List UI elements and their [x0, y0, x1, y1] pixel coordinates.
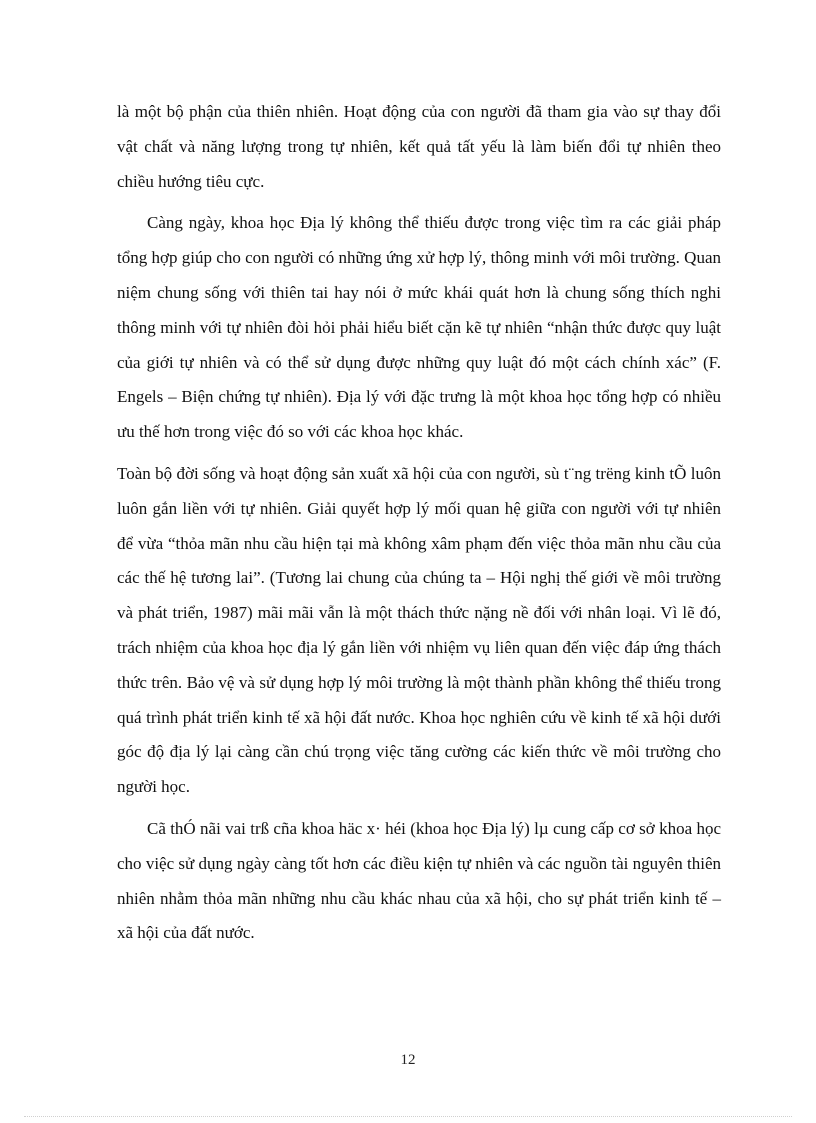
paragraph-human-nature-relation: Toàn bộ đời sống và hoạt động sản xuất xã hội của con người, sù t¨ng trëng kinh tÕ luôn luôn gắn liền với tự nhiên. Giải quyết hợp lý mối quan hệ giữa con người với tự nhiên để vừa “thỏa mãn nhu cầu hiện tại mà không xâm phạm đến việc thỏa mãn nhu cầu của các thế hệ tương lai”. (Tương lai chung của chúng ta – Hội nghị thế giới về môi trường và phát triển, 1987) mãi mãi vẫn là một thách thức nặng nề đối với nhân loại. Vì lẽ đó, trách nhiệm của khoa học địa lý gắn liền với nhiệm vụ liên quan đến việc đáp ứng thách thức trên. Bảo vệ và sử dụng hợp lý môi trường là một thành phần không thể thiếu trong quá trình phát triển kinh tế xã hội đất nước. Khoa học nghiên cứu về kinh tế xã hội dưới góc độ địa lý lại càng cần chú trọng việc tăng cường các kiến thức về môi trường cho người học.	[117, 463, 721, 797]
paragraph-geography-role: Càng ngày, khoa học Địa lý không thể thiếu được trong việc tìm ra các giải pháp tổng hợp giúp cho con người có những ứng xử hợp lý, thông minh với môi trường. Quan niệm chung sống với thiên tai hay nói ở mức khái quát hơn là chung sống thích nghi thông minh với tự nhiên đòi hỏi phải hiểu biết cặn kẽ tự nhiên “nhận thức được quy luật của giới tự nhiên và có thể sử dụng được những quy luật đó một cách chính xác” (F. Engels – Biện chứng tự nhiên). Địa lý với đặc trưng là một khoa học tổng hợp có nhiều ưu thế hơn trong việc đó so với các khoa học khác.	[117, 213, 721, 442]
body-text	[117, 95, 721, 951]
page-number: 12	[400, 1052, 416, 1068]
paragraph-continuation: là một bộ phận của thiên nhiên. Hoạt động của con người đã tham gia vào sự thay đổi vật chất và năng lượng trong tự nhiên, kết quả tất yếu là làm biến đổi tự nhiên theo chiều hướng tiêu cực.	[117, 102, 721, 191]
paragraph-social-science-role: Cã thÓ nãi vai trß cña khoa häc x· héi (khoa học Địa lý) lµ cung cấp cơ sở khoa học cho việc sử dụng ngày càng tốt hơn các điều kiện tự nhiên và các nguồn tài nguyên thiên nhiên nhằm thỏa mãn những nhu cầu khác nhau của xã hội, cho sự phát triển kinh tế – xã hội của đất nước.	[117, 818, 721, 943]
page-bottom-rule	[24, 1116, 792, 1117]
